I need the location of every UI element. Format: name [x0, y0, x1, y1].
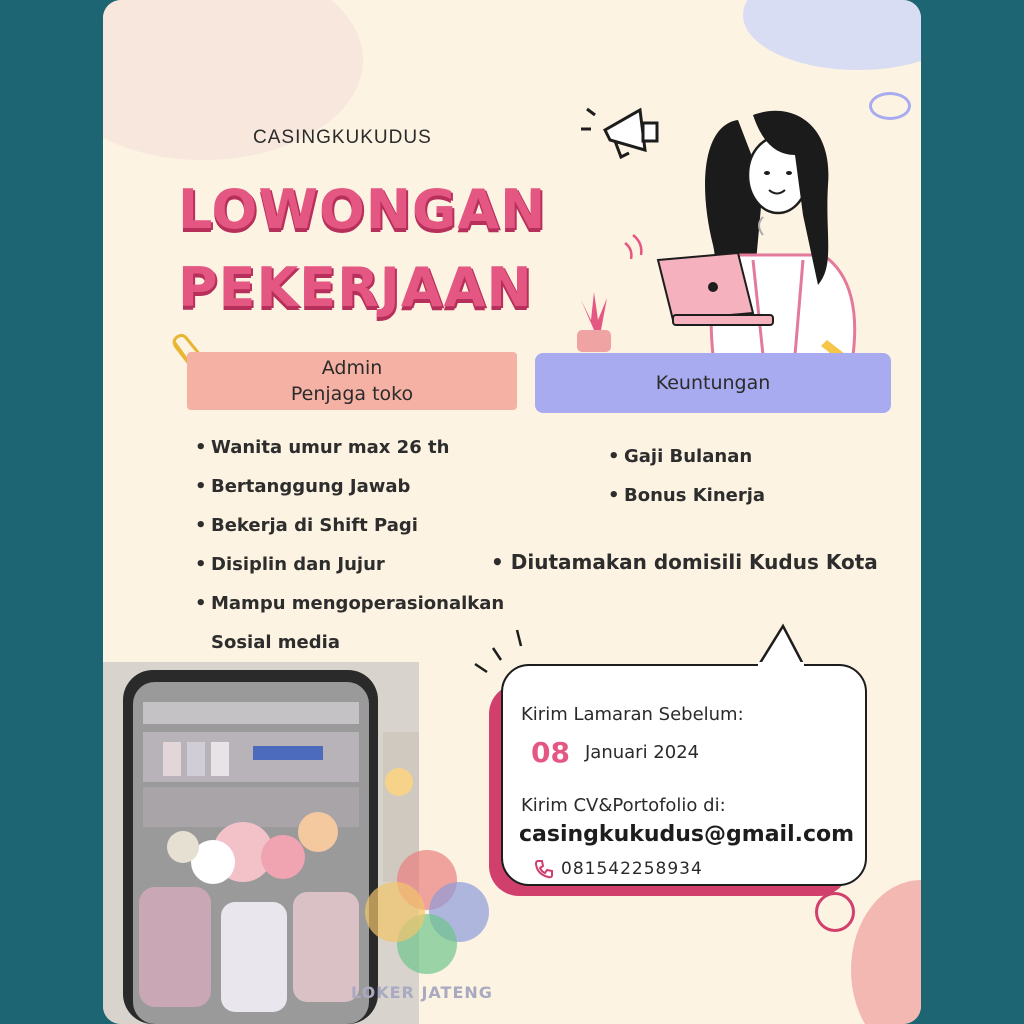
contact-phone: 081542258934	[561, 859, 703, 879]
megaphone-icon	[581, 109, 657, 157]
requirement-item: • Disiplin dan Jujur	[195, 552, 504, 591]
loker-jateng-logo	[357, 842, 497, 982]
brand-name: CASINGKUKUDUS	[253, 127, 432, 148]
cv-label: Kirim CV&Portofolio di:	[521, 795, 726, 816]
headline-line-1: LOWONGAN	[178, 178, 547, 241]
position-pill	[187, 352, 517, 410]
decor-ring-bottom	[815, 892, 855, 932]
requirements-list	[195, 435, 504, 660]
headline-line-2: PEKERJAAN	[178, 256, 533, 319]
benefit-item: • Gaji Bulanan	[608, 444, 765, 483]
benefits-pill	[535, 353, 891, 413]
benefits-title: Keuntungan	[655, 372, 771, 394]
decor-blob-top-right	[743, 0, 921, 70]
decor-blob-bottom-right	[851, 880, 921, 1024]
deadline-month-year: Januari 2024	[585, 742, 700, 763]
requirement-item: • Wanita umur max 26 th	[195, 435, 504, 474]
requirement-item-continued: Sosial media	[211, 632, 340, 653]
deadline-day: 08	[531, 736, 570, 769]
watermark-text: LOKER JATENG	[351, 983, 493, 1002]
benefits-list	[608, 444, 765, 522]
domicile-note: • Diutamakan domisili Kudus Kota	[491, 550, 878, 574]
deadline-label: Kirim Lamaran Sebelum:	[521, 704, 744, 725]
contact-email: casingkukudus@gmail.com	[519, 822, 855, 847]
benefit-item: • Bonus Kinerja	[608, 483, 765, 522]
apply-info-bubble	[501, 664, 867, 886]
phone-icon	[533, 858, 555, 880]
decor-ring	[869, 92, 911, 120]
job-poster	[103, 0, 921, 1024]
position-subtitle: Penjaga toko	[290, 383, 414, 405]
requirement-item: • Bertanggung Jawab	[195, 474, 504, 513]
bubble-tail-cover	[755, 662, 807, 668]
potted-plant-icon	[571, 290, 617, 354]
attention-lines	[471, 626, 531, 676]
requirement-item: • Mampu mengoperasionalkan	[195, 591, 504, 630]
position-title: Admin	[321, 357, 383, 379]
requirement-item: • Bekerja di Shift Pagi	[195, 513, 504, 552]
